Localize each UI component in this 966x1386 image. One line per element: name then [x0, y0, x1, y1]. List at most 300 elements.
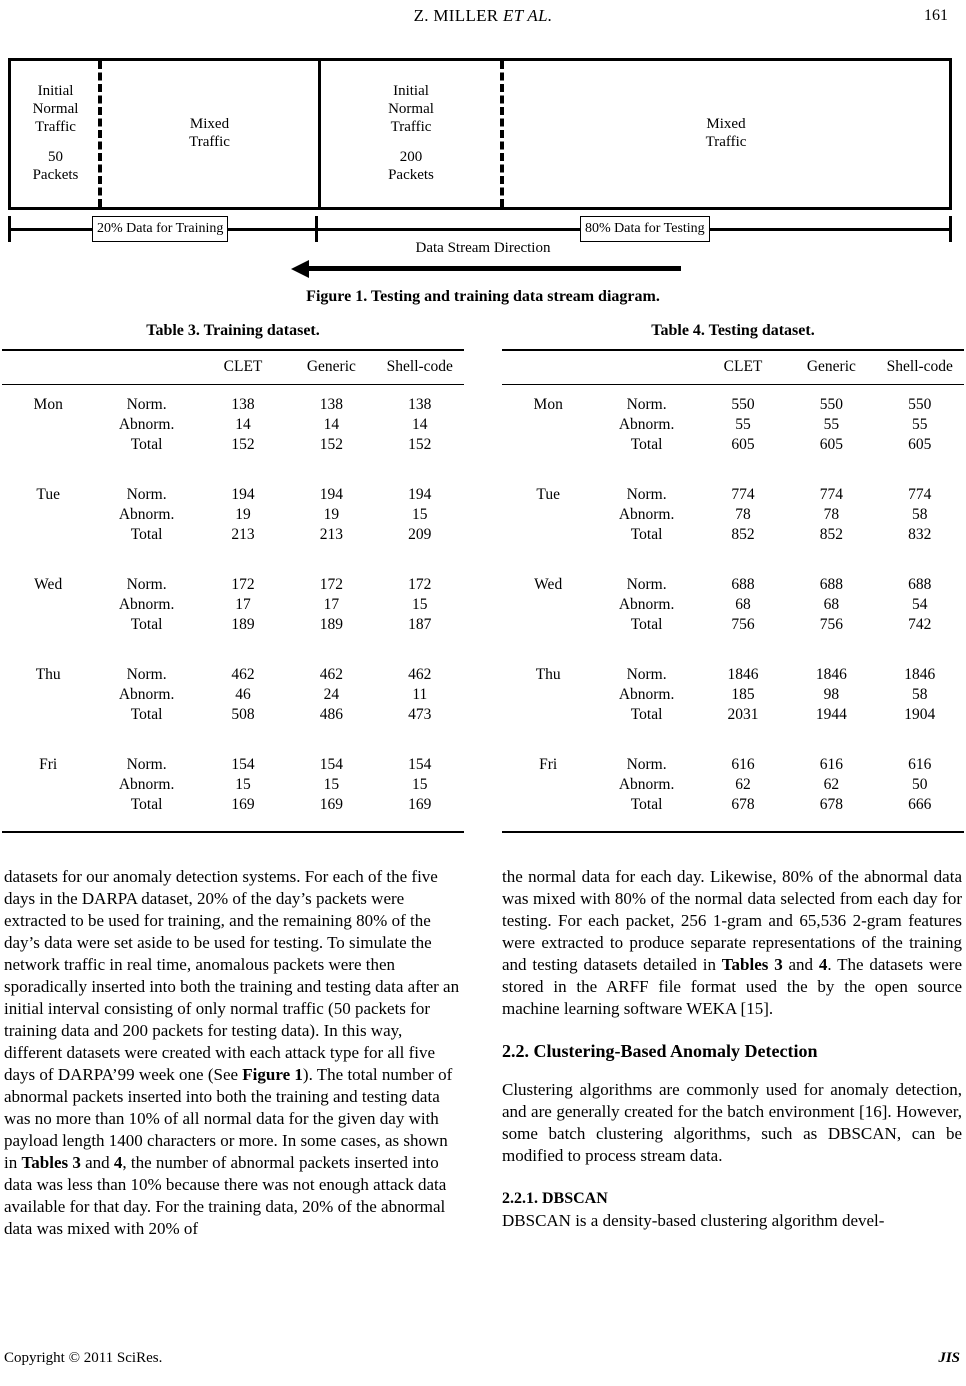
spacer-cell	[876, 385, 964, 396]
cell-kind: Total	[630, 436, 663, 453]
table-3-header-kind	[94, 350, 198, 385]
cell-kind: Abnorm.	[118, 776, 175, 793]
spacer-cell	[2, 455, 94, 485]
cell-value: 462	[319, 666, 344, 683]
page-footer	[0, 1350, 966, 1372]
table-group-spacer	[2, 725, 464, 755]
table-group-spacer	[2, 545, 464, 575]
table-row	[502, 395, 964, 415]
cell-value: 194	[231, 486, 255, 503]
ruler-tick-middle	[315, 216, 318, 242]
cell-value: 19	[323, 506, 340, 523]
cell-value: 68	[735, 596, 751, 613]
table-3-top-spacer	[2, 385, 464, 396]
cell-kind: Norm.	[626, 756, 667, 773]
ruler-tick-left	[8, 216, 11, 242]
spacer-cell	[699, 545, 787, 575]
cell-value: 172	[231, 576, 255, 593]
table-row	[502, 575, 964, 595]
spacer-cell	[876, 635, 964, 665]
cell-value: 17	[323, 596, 340, 613]
ref-table-4: 4	[113, 1153, 123, 1172]
cell-day	[2, 685, 94, 705]
page-number: 161	[924, 7, 948, 24]
cell-day: Wed	[534, 576, 563, 593]
figure-1	[0, 52, 966, 305]
paragraph-right-3: DBSCAN is a density-based clustering algorithm devel-	[502, 1211, 885, 1231]
cell-kind: Abnorm.	[618, 596, 675, 613]
cell-day	[502, 795, 594, 815]
cell-kind: Norm.	[626, 666, 667, 683]
cell-value: 14	[323, 416, 340, 433]
cell-kind: Abnorm.	[118, 596, 175, 613]
table-4-header-shellcode: Shell-code	[886, 358, 953, 375]
cell-value: 138	[319, 396, 344, 413]
panel3-line3: Traffic	[390, 118, 432, 135]
cell-value: 852	[819, 526, 844, 543]
cell-value: 189	[319, 616, 344, 633]
spacer-cell	[2, 725, 94, 755]
para-right-1-seg-b: and	[782, 955, 819, 974]
cell-kind: Norm.	[126, 486, 167, 503]
cell-value: 486	[319, 706, 344, 723]
paragraph-left-1	[4, 866, 464, 1240]
cell-kind: Total	[630, 526, 663, 543]
cell-day	[2, 415, 94, 435]
cell-value: 213	[231, 526, 255, 543]
ruler-tick-right	[949, 216, 952, 242]
cell-kind: Total	[130, 796, 163, 813]
table-4-top-spacer	[502, 385, 964, 396]
cell-kind: Norm.	[626, 486, 667, 503]
cell-value: 832	[908, 526, 932, 543]
cell-value: 15	[235, 776, 251, 793]
table-4-header-kind	[594, 350, 698, 385]
cell-value: 678	[819, 796, 844, 813]
cell-value: 194	[408, 486, 432, 503]
table-row	[2, 575, 464, 595]
cell-kind: Norm.	[126, 666, 167, 683]
cell-day	[502, 435, 594, 455]
figure-panel-mixed-testing	[503, 61, 949, 207]
cell-value: 550	[819, 396, 844, 413]
cell-value: 15	[412, 596, 428, 613]
cell-day: Thu	[535, 666, 561, 683]
cell-day	[2, 505, 94, 525]
cell-kind: Abnorm.	[618, 416, 675, 433]
cell-value: 55	[912, 416, 928, 433]
cell-value: 154	[231, 756, 255, 773]
cell-kind: Total	[630, 616, 663, 633]
ref-table-4-right: 4	[818, 955, 828, 974]
cell-value: 154	[319, 756, 344, 773]
table-group-spacer	[502, 815, 964, 832]
cell-value: 14	[412, 416, 428, 433]
cell-value: 78	[735, 506, 751, 523]
cell-day	[502, 615, 594, 635]
cell-value: 678	[731, 796, 755, 813]
section-heading-2-2-1: 2.2.1. DBSCAN	[502, 1190, 608, 1208]
table-row	[2, 505, 464, 525]
cell-kind: Total	[130, 616, 163, 633]
spacer-cell	[876, 545, 964, 575]
spacer-cell	[502, 635, 594, 665]
cell-day: Mon	[33, 396, 63, 413]
table-4-head	[502, 350, 964, 385]
body-columns	[0, 866, 966, 1336]
panel4-line2: Traffic	[705, 134, 747, 150]
spacer-cell	[502, 815, 594, 832]
spacer-cell	[502, 385, 594, 396]
cell-value: 742	[908, 616, 932, 633]
figure-caption: Figure 1. Testing and training data stream diagram.	[306, 288, 660, 305]
tables-area	[0, 322, 966, 852]
figure-divider-solid-middle	[318, 61, 321, 207]
cell-kind: Norm.	[126, 576, 167, 593]
cell-value: 1846	[815, 666, 847, 683]
spacer-cell	[287, 815, 375, 832]
table-row	[2, 685, 464, 705]
cell-value: 46	[235, 686, 251, 703]
figure-divider-dashed-right	[500, 61, 504, 207]
table-row	[2, 525, 464, 545]
table-3-block	[2, 322, 464, 833]
spacer-cell	[2, 385, 94, 396]
table-row	[502, 755, 964, 775]
cell-kind: Norm.	[626, 396, 667, 413]
footer-copyright: Copyright © 2011 SciRes.	[4, 1350, 163, 1366]
cell-value: 169	[319, 796, 344, 813]
cell-value: 605	[731, 436, 755, 453]
cell-day: Tue	[536, 486, 560, 503]
table-row	[2, 775, 464, 795]
table-row	[502, 775, 964, 795]
cell-value: 189	[231, 616, 255, 633]
figure-stream-box	[8, 58, 952, 210]
spacer-cell	[876, 725, 964, 755]
cell-value: 688	[819, 576, 844, 593]
table-4-body	[502, 385, 964, 833]
ref-tables-3: Tables 3	[21, 1153, 81, 1172]
spacer-cell	[502, 455, 594, 485]
cell-value: 98	[823, 686, 840, 703]
arrow-shaft	[305, 266, 681, 271]
cell-value: 213	[319, 526, 344, 543]
ref-tables-3-right: Tables 3	[721, 955, 783, 974]
para-left-1-seg-a: datasets for our anomaly detection systems. For each of the five days in the DARPA dataset, 20% of the day’s packets were extracted to be used for training, and the remaining 80% of the day’s data were set aside to be used for testing. To simulate the network traffic in real time, anomalous packets were then sporadically inserted into both the training and testing data after an initial interval consisting of only normal traffic (50 packets for training data and 200 packets for testing data). In this way, different datasets were created with each attack type for all five days of DARPA’99 week one (See	[4, 867, 460, 1084]
cell-day	[2, 615, 94, 635]
table-group-spacer	[502, 725, 964, 755]
spacer-cell	[94, 455, 198, 485]
spacer-cell	[787, 725, 875, 755]
spacer-cell	[376, 815, 464, 832]
cell-kind: Norm.	[626, 576, 667, 593]
table-4-block	[502, 322, 964, 833]
cell-kind: Abnorm.	[118, 686, 175, 703]
figure-panel-mixed-training	[100, 61, 319, 207]
spacer-cell	[502, 725, 594, 755]
section-heading-2-2: 2.2. Clustering-Based Anomaly Detection	[502, 1041, 818, 1061]
cell-day	[2, 595, 94, 615]
cell-value: 756	[819, 616, 844, 633]
spacer-cell	[699, 725, 787, 755]
table-row	[502, 705, 964, 725]
cell-value: 209	[408, 526, 432, 543]
cell-day	[502, 685, 594, 705]
cell-value: 172	[408, 576, 432, 593]
cell-value: 172	[319, 576, 344, 593]
testing-split-label: 80% Data for Testing	[580, 216, 710, 242]
spacer-cell	[876, 455, 964, 485]
cell-value: 2031	[727, 706, 759, 723]
spacer-cell	[2, 635, 94, 665]
cell-day: Fri	[539, 756, 558, 773]
stream-direction-label: Data Stream Direction	[415, 240, 551, 256]
figure-panel-initial-normal-training	[11, 61, 100, 207]
cell-value: 774	[731, 486, 755, 503]
cell-day: Tue	[36, 486, 60, 503]
cell-kind: Abnorm.	[618, 686, 675, 703]
cell-day	[2, 525, 94, 545]
cell-value: 605	[819, 436, 844, 453]
table-row	[2, 705, 464, 725]
cell-kind: Norm.	[126, 396, 167, 413]
body-column-left	[4, 866, 464, 1240]
para-right-1-seg-a: the normal data for each day. Likewise, 80% of the abnormal data was mixed with 80% of the normal data selected from each day for testing. For each packet, 256 1-gram and 65,536 2-gram features were extracted to produce separate representations of the training and testing datasets detailed in	[502, 867, 962, 974]
spacer-cell	[94, 725, 198, 755]
table-row	[2, 595, 464, 615]
spacer-cell	[94, 815, 198, 832]
cell-value: 688	[908, 576, 932, 593]
panel3-count-unit: Packets	[388, 167, 434, 184]
spacer-cell	[876, 815, 964, 832]
table-row	[2, 795, 464, 815]
cell-value: 462	[231, 666, 255, 683]
cell-day	[502, 775, 594, 795]
spacer-cell	[94, 545, 198, 575]
cell-day	[502, 505, 594, 525]
cell-value: 185	[731, 686, 755, 703]
panel4-line1: Mixed	[706, 116, 746, 133]
cell-day	[2, 775, 94, 795]
cell-value: 616	[731, 756, 755, 773]
cell-kind: Total	[630, 706, 663, 723]
table-row	[2, 665, 464, 685]
spacer-cell	[376, 545, 464, 575]
figure-divider-dashed-left	[98, 61, 102, 207]
cell-kind: Abnorm.	[118, 506, 175, 523]
cell-value: 774	[908, 486, 932, 503]
cell-kind: Abnorm.	[618, 776, 675, 793]
spacer-cell	[199, 635, 287, 665]
table-row	[502, 505, 964, 525]
cell-value: 774	[819, 486, 844, 503]
body-column-right	[502, 866, 962, 1232]
cell-value: 68	[823, 596, 840, 613]
cell-value: 154	[408, 756, 432, 773]
table-3-head	[2, 350, 464, 385]
panel1-line2: Normal	[32, 100, 79, 117]
table-3-header-generic: Generic	[306, 358, 356, 375]
table-4-header-generic: Generic	[806, 358, 856, 375]
cell-day	[2, 435, 94, 455]
cell-day	[2, 705, 94, 725]
cell-value: 1846	[727, 666, 759, 683]
cell-day	[502, 595, 594, 615]
cell-value: 62	[823, 776, 840, 793]
spacer-cell	[287, 455, 375, 485]
spacer-cell	[199, 725, 287, 755]
cell-value: 194	[319, 486, 344, 503]
cell-value: 62	[735, 776, 751, 793]
table-row	[502, 595, 964, 615]
cell-day: Wed	[34, 576, 63, 593]
cell-value: 58	[912, 506, 928, 523]
cell-day: Fri	[39, 756, 58, 773]
spacer-cell	[594, 815, 698, 832]
table-4-header-row	[502, 350, 964, 385]
spacer-cell	[787, 385, 875, 396]
cell-day	[2, 795, 94, 815]
spacer-cell	[787, 455, 875, 485]
table-3-header-clet: CLET	[223, 358, 263, 375]
spacer-cell	[2, 815, 94, 832]
running-head	[0, 6, 966, 34]
spacer-cell	[594, 455, 698, 485]
spacer-cell	[376, 455, 464, 485]
spacer-cell	[699, 455, 787, 485]
table-row	[2, 415, 464, 435]
cell-value: 1904	[904, 706, 936, 723]
running-head-author: Z. MILLER	[413, 6, 499, 25]
cell-value: 152	[231, 436, 255, 453]
footer-journal-abbrev: JIS	[938, 1350, 960, 1366]
spacer-cell	[699, 635, 787, 665]
cell-value: 616	[819, 756, 844, 773]
cell-value: 15	[323, 776, 340, 793]
cell-value: 473	[408, 706, 432, 723]
table-group-spacer	[2, 455, 464, 485]
panel1-line3: Traffic	[35, 118, 76, 135]
table-row	[2, 435, 464, 455]
running-head-title	[0, 6, 966, 26]
table-row	[502, 525, 964, 545]
cell-value: 19	[235, 506, 251, 523]
running-head-etal: ET AL.	[503, 6, 553, 25]
table-4-header-clet: CLET	[723, 358, 763, 375]
table-row	[2, 615, 464, 635]
spacer-cell	[594, 725, 698, 755]
cell-value: 15	[412, 776, 428, 793]
para-left-1-seg-c: and	[80, 1153, 114, 1172]
cell-value: 50	[912, 776, 928, 793]
cell-value: 17	[235, 596, 251, 613]
panel3-count: 200	[399, 149, 423, 166]
spacer-cell	[699, 815, 787, 832]
cell-value: 14	[235, 416, 251, 433]
table-row	[2, 755, 464, 775]
table-3-header-day	[2, 350, 94, 385]
spacer-cell	[376, 725, 464, 755]
table-row	[502, 685, 964, 705]
panel1-line1: Initial	[37, 83, 74, 100]
table-row	[502, 415, 964, 435]
cell-kind: Total	[130, 526, 163, 543]
panel3-line2: Normal	[388, 100, 434, 117]
cell-value: 666	[908, 796, 932, 813]
spacer-cell	[199, 455, 287, 485]
cell-value: 169	[231, 796, 255, 813]
cell-day	[502, 705, 594, 725]
cell-value: 508	[231, 706, 255, 723]
panel2-line1: Mixed	[189, 116, 230, 133]
table-3-header-shellcode: Shell-code	[386, 358, 453, 375]
cell-value: 605	[908, 436, 932, 453]
cell-day: Thu	[35, 666, 61, 683]
paragraph-right-1	[502, 866, 962, 1020]
cell-value: 138	[231, 396, 255, 413]
para-left-1-seg-b: ). The total number of abnormal packets inserted into both the training and testing data was no more than 10% of all normal data for the given day with payload length 1400 characters or more. In some cases, as shown in	[4, 1065, 453, 1172]
table-group-spacer	[2, 815, 464, 832]
spacer-cell	[287, 385, 375, 396]
cell-value: 169	[408, 796, 432, 813]
spacer-cell	[376, 385, 464, 396]
cell-value: 152	[319, 436, 344, 453]
table-group-spacer	[502, 545, 964, 575]
table-3-header-row	[2, 350, 464, 385]
cell-value: 852	[731, 526, 755, 543]
table-row	[502, 435, 964, 455]
table-3-caption: Table 3. Training dataset.	[146, 322, 320, 339]
figure-split-ruler	[8, 216, 952, 242]
spacer-cell	[287, 635, 375, 665]
panel1-count: 50	[48, 149, 63, 166]
table-3	[2, 349, 464, 833]
spacer-cell	[787, 545, 875, 575]
cell-value: 58	[912, 686, 928, 703]
cell-value: 688	[731, 576, 755, 593]
table-group-spacer	[502, 635, 964, 665]
table-4	[502, 349, 964, 833]
table-4-header-day	[502, 350, 594, 385]
cell-value: 11	[412, 686, 428, 703]
stream-direction-arrow-icon	[291, 260, 681, 276]
cell-day: Mon	[533, 396, 563, 413]
cell-value: 55	[823, 416, 840, 433]
cell-value: 54	[912, 596, 928, 613]
cell-kind: Total	[130, 706, 163, 723]
cell-day	[502, 415, 594, 435]
spacer-cell	[199, 545, 287, 575]
cell-value: 55	[735, 416, 751, 433]
ref-figure-1: Figure 1	[242, 1065, 303, 1084]
table-group-spacer	[2, 635, 464, 665]
cell-kind: Abnorm.	[118, 416, 175, 433]
cell-value: 24	[323, 686, 340, 703]
spacer-cell	[199, 385, 287, 396]
spacer-cell	[199, 815, 287, 832]
spacer-cell	[287, 725, 375, 755]
spacer-cell	[699, 385, 787, 396]
cell-value: 616	[908, 756, 932, 773]
panel3-line1: Initial	[393, 83, 429, 100]
spacer-cell	[2, 545, 94, 575]
spacer-cell	[94, 635, 198, 665]
training-split-label: 20% Data for Training	[92, 216, 228, 242]
para-right-1-seg-c: . The datasets were stored in the ARFF file format used the by the open source machine learning software WEKA [15].	[502, 955, 963, 1018]
spacer-cell	[376, 635, 464, 665]
table-row	[502, 665, 964, 685]
